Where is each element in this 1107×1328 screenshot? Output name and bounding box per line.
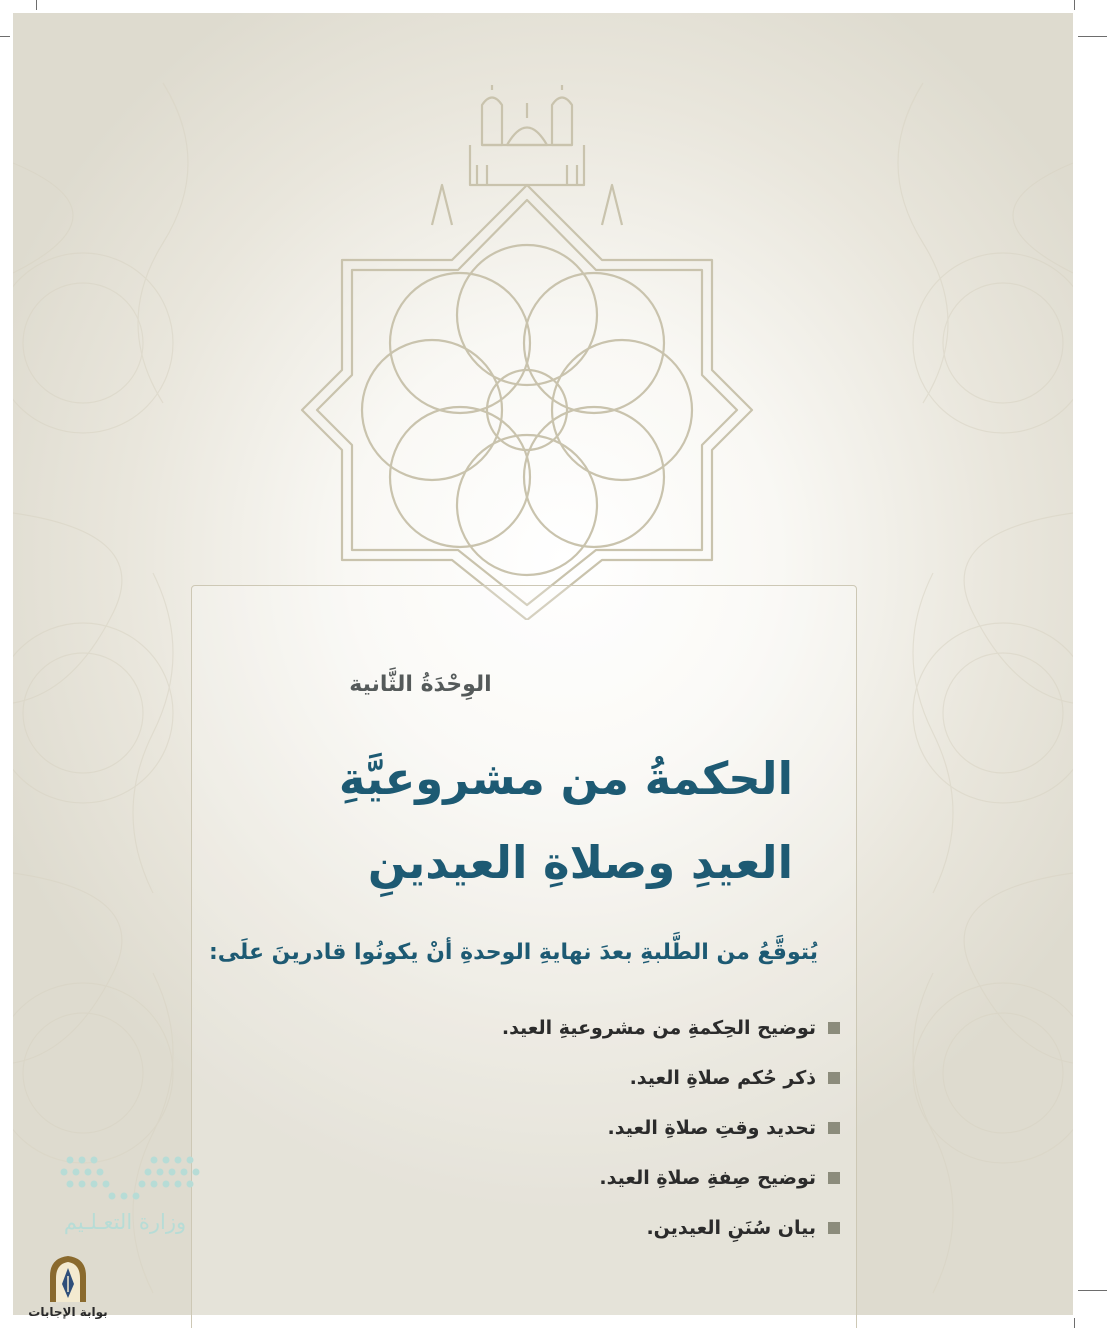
objective-item [260, 1003, 840, 1053]
objective-item [260, 1203, 840, 1253]
crop-mark [1074, 1318, 1075, 1328]
ministry-dots-logo [50, 1150, 210, 1210]
ministry-name: وزارة التعـلـيم [63, 1210, 187, 1234]
square-bullet-icon [828, 1222, 840, 1234]
crop-mark [1078, 36, 1107, 37]
objective-item [260, 1153, 840, 1203]
objective-text: توضيح صِفةِ صلاةِ العيد. [599, 1167, 816, 1189]
square-bullet-icon [828, 1072, 840, 1084]
mosque-rosette-icon [282, 85, 772, 620]
ministry-logo [50, 1150, 210, 1270]
unit-title-line-1: الحكمةُ من مشروعيَّةِ [338, 752, 793, 805]
crop-mark [1074, 0, 1075, 10]
objective-text: بيان سُنَنِ العيدين. [646, 1217, 816, 1239]
crop-mark [1078, 1290, 1107, 1291]
crop-mark [36, 0, 37, 10]
portal-name: بوابة الإجابات [28, 1305, 108, 1319]
square-bullet-icon [828, 1022, 840, 1034]
square-bullet-icon [828, 1172, 840, 1184]
objective-text: توضيح الحِكمةِ من مشروعيةِ العيد. [501, 1017, 816, 1039]
portal-logo [28, 1254, 108, 1324]
objective-item [260, 1053, 840, 1103]
objective-text: تحديد وقتِ صلاةِ العيد. [607, 1117, 816, 1139]
arch-pen-logo [28, 1254, 108, 1304]
crop-mark [0, 36, 10, 37]
unit-label: الوِحْدَةُ الثَّانية [349, 672, 492, 697]
learning-outcomes-intro: يُتوقَّعُ من الطَّلبةِ بعدَ نهايةِ الوحدةِ أنْ يكونُوا قادرينَ علَى: [208, 940, 818, 965]
objective-text: ذكر حُكم صلاةِ العيد. [629, 1067, 816, 1089]
learning-objectives-list [260, 1003, 840, 1253]
unit-title-line-2: العيدِ وصلاةِ العيدينِ [367, 836, 793, 889]
objective-item [260, 1103, 840, 1153]
square-bullet-icon [828, 1122, 840, 1134]
